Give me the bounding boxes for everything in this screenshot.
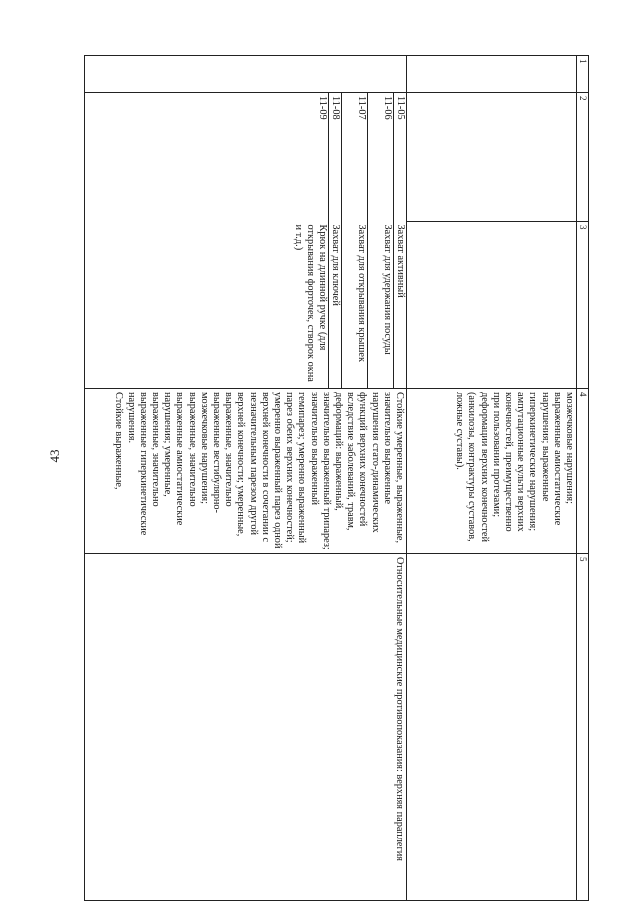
cell-contraindications: Относительные медицинские противопоказания: верхняя параплегия xyxy=(85,554,407,901)
rotated-table-wrapper xyxy=(84,55,589,865)
product-name: Захват активный xyxy=(393,222,406,389)
indications-text: Стойкие умеренные, выраженные, значительно выраженные нарушения стато-динамических функций верхних конечностей вследствие заболеваний, травм, деформаций: выраженный, значительно выраженный трипарез; значительно выраженный гемипарез; умеренно выраженный парез обеих верхних конечностей; умеренно выраженный парез одной верхней конечности в сочетании с незначительным парезом другой верхней конечности; умеренные, выраженные, значительно выраженные вестибулярно-мозжечковые нарушения; выраженные, значительно выраженные амиостатические нарушения; умеренные, выраженные, значительно выраженные гиперкинетические нарушения. xyxy=(125,392,405,550)
product-code: 11-08 xyxy=(328,93,341,222)
products-table xyxy=(84,55,589,901)
product-code: 11-05 xyxy=(393,93,406,222)
column-number-3: 3 xyxy=(577,222,589,389)
product-code: 11-06 xyxy=(367,93,393,222)
codes-cell xyxy=(85,93,407,222)
cell-continued-contraindications xyxy=(407,554,577,901)
product-name: Захват для ключей xyxy=(328,222,341,389)
column-number-4: 4 xyxy=(577,389,589,554)
product-name: Захват для удержания посуды xyxy=(367,222,393,389)
continued-row xyxy=(407,56,577,901)
cell-empty xyxy=(407,56,577,93)
cell-indications xyxy=(85,389,407,554)
cell-empty xyxy=(407,222,577,389)
column-number-1: 1 xyxy=(577,56,589,93)
product-code: 11-09 xyxy=(317,96,328,120)
cell-empty xyxy=(407,93,577,222)
names-cell xyxy=(85,222,407,389)
cell-continued-indications: мозжечковые нарушения; выраженные амиостатические нарушения; выраженные гиперкинетические нарушения; ампутационные культи верхних конечностей, преимущественно при пользовании протезами; деформации верхних конечностей (анкилозы, контрактуры суставов, ложные суставы). xyxy=(407,389,577,554)
page-number: 43 xyxy=(47,449,62,463)
column-number-2: 2 xyxy=(577,93,589,222)
column-number-5: 5 xyxy=(577,554,589,901)
product-name: Крюк на длинной ручке (для открывания форточек, створок окна и т.д.) xyxy=(292,224,328,382)
product-name: Захват для открывания крышек xyxy=(341,222,367,389)
product-code: 11-07 xyxy=(341,93,367,222)
cell-empty xyxy=(85,56,407,93)
indications-tail: Стойкие выраженные, xyxy=(113,392,125,490)
product-group-row xyxy=(85,56,407,901)
column-number-row xyxy=(577,56,589,901)
